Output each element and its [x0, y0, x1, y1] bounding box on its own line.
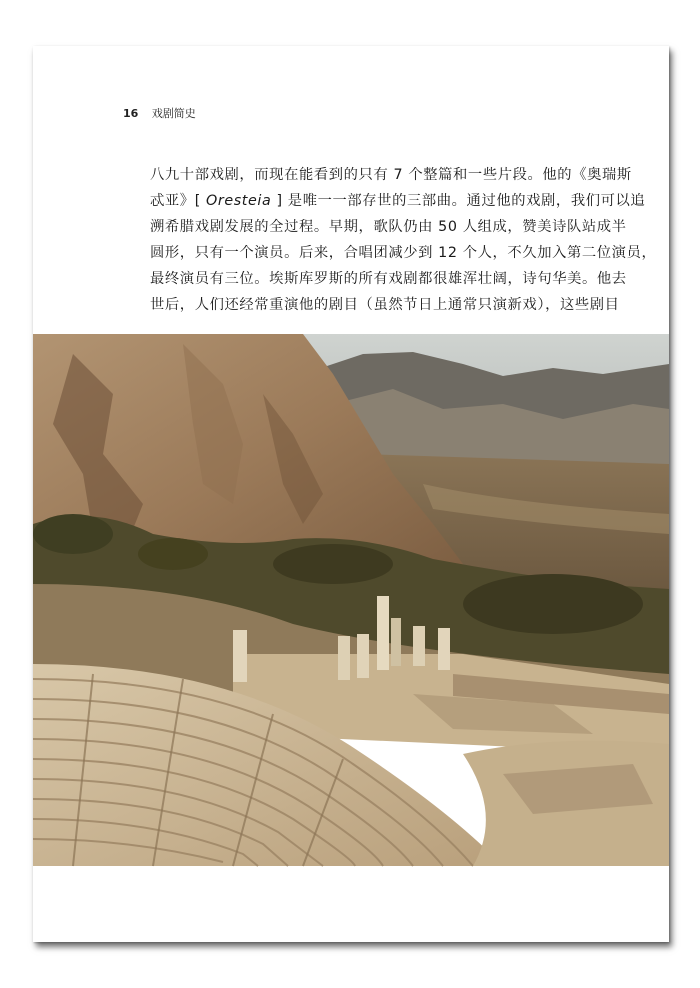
- text-line: 圆形，只有一个演员。后来，合唱团减少到 12 个人，不久加入第二位演员，: [150, 245, 657, 261]
- theatre-photo: [33, 334, 669, 866]
- text-line: [150, 188, 646, 214]
- running-title: 戏剧简史: [151, 107, 196, 120]
- text-line: 最终演员有三位。埃斯库罗斯的所有戏剧都很雄浑壮阔，诗句华美。他去: [150, 271, 627, 287]
- text-span: 忒亚》[: [150, 193, 207, 209]
- theatre-photo-illustration: [33, 334, 669, 866]
- text-line: 世后，人们还经常重演他的剧目（虽然节日上通常只演新戏），这些剧目: [150, 297, 620, 313]
- italic-term: Oresteia: [206, 193, 272, 209]
- body-text: [150, 162, 657, 318]
- text-line: 溯希腊戏剧发展的全过程。早期，歌队仍由 50 人组成，赞美诗队站成半: [150, 219, 627, 235]
- book-page: [33, 46, 669, 942]
- running-header: [123, 105, 196, 121]
- text-span: ] 是唯一一部存世的三部曲。通过他的戏剧，我们可以追: [271, 193, 646, 209]
- text-line: 八九十部戏剧，而现在能看到的只有 7 个整篇和一些片段。他的《奥瑞斯: [150, 167, 632, 183]
- page-number: 16: [123, 107, 139, 120]
